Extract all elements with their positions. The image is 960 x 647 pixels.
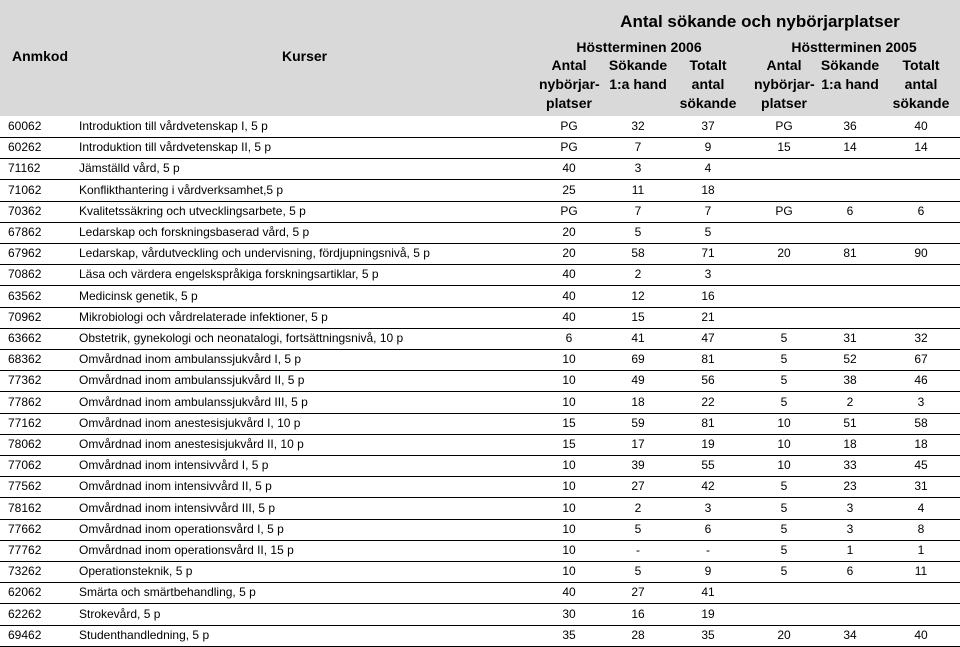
anmkod-cell: 71162: [8, 161, 41, 176]
totalt-2006-cell: 81: [701, 352, 715, 367]
course-name-cell: Introduktion till vårdvetenskap I, 5 p: [79, 119, 268, 133]
totalt-2006-cell: 9: [704, 564, 712, 579]
antal-2006-cell: PG: [560, 203, 578, 218]
sokande-2006-cell: 3: [634, 161, 642, 176]
course-name-cell: Läsa och värdera engelskspråkiga forskningsartiklar, 5 p: [79, 267, 379, 282]
table-row: [0, 434, 960, 456]
course-name-cell: Omvårdnad inom ambulanssjukvård III, 5 p: [79, 394, 308, 409]
sokande-2006-cell: 15: [631, 309, 645, 324]
antal-2006-cell: PG: [560, 140, 578, 155]
table-row: [0, 180, 960, 202]
column-header-totalt-antal-sokande-2005-line1: Totalt: [902, 57, 940, 73]
totalt-2006-cell: 37: [701, 119, 715, 133]
totalt-2006-cell: 71: [701, 246, 715, 261]
anmkod-cell: 73262: [8, 564, 42, 579]
sokande-2006-cell: 16: [631, 606, 645, 621]
totalt-2006-cell: 41: [701, 585, 715, 600]
totalt-2005-cell: 90: [914, 246, 928, 261]
column-header-antal-nyborjarplatser-2006-line2: nybörjar-: [539, 76, 600, 92]
antal-2005-cell: 5: [780, 543, 788, 557]
antal-2006-cell: 40: [562, 267, 576, 282]
totalt-2005-cell: 1: [917, 543, 925, 557]
table-row: [0, 498, 960, 520]
sokande-2005-cell: 1: [846, 543, 854, 557]
column-header-totalt-antal-sokande-2006-line1: Totalt: [689, 57, 727, 73]
antal-2006-cell: 20: [562, 246, 576, 261]
sokande-2006-cell: 59: [631, 415, 645, 430]
course-name-cell: Obstetrik, gynekologi och neonatalogi, fortsättningsnivå, 10 p: [79, 331, 404, 345]
totalt-2005-cell: 31: [914, 479, 928, 494]
course-name-cell: Omvårdnad inom ambulanssjukvård I, 5 p: [79, 352, 302, 367]
column-header-antal-nyborjarplatser-2005-line3: platser: [761, 95, 807, 111]
sokande-2006-cell: 17: [631, 437, 645, 451]
column-header-totalt-antal-sokande-2005-line3: sökande: [892, 95, 950, 111]
table-row: [0, 137, 960, 159]
anmkod-cell: 63662: [8, 331, 42, 345]
totalt-2005-cell: 3: [917, 394, 925, 409]
sokande-2005-cell: 2: [846, 394, 854, 409]
column-header-antal-nyborjarplatser-2006-line3: platser: [546, 95, 592, 111]
antal-2006-cell: 10: [562, 394, 576, 409]
antal-2006-cell: 20: [562, 225, 576, 239]
course-name-cell: Omvårdnad inom ambulanssjukvård II, 5 p: [79, 373, 305, 388]
column-header-anmkod: Anmkod: [12, 48, 68, 64]
antal-2006-cell: 40: [562, 585, 576, 600]
table-row: [0, 328, 960, 350]
sokande-2006-cell: 28: [631, 627, 645, 642]
totalt-2006-cell: 55: [701, 458, 715, 473]
course-name-cell: Omvårdnad inom operationsvård I, 5 p: [79, 521, 284, 536]
column-header-totalt-antal-sokande-2006-line2: antal: [691, 76, 725, 92]
column-header-sokande-1a-hand-2005-line1: Sökande: [820, 57, 880, 73]
sokande-2005-cell: 14: [843, 140, 857, 155]
totalt-2005-cell: 32: [914, 331, 928, 345]
course-name-cell: Strokevård, 5 p: [79, 606, 161, 621]
antal-2006-cell: 10: [562, 352, 576, 367]
antal-2006-cell: 35: [562, 627, 576, 642]
course-name-cell: Introduktion till vårdvetenskap II, 5 p: [79, 140, 272, 155]
anmkod-cell: 77362: [8, 373, 42, 388]
anmkod-cell: 60262: [8, 140, 42, 155]
table-row: [0, 243, 960, 265]
sokande-2006-cell: 12: [631, 288, 645, 303]
course-name-cell: Omvårdnad inom intensivvård III, 5 p: [79, 500, 276, 515]
course-name-cell: Operationsteknik, 5 p: [79, 564, 193, 579]
antal-2006-cell: 10: [562, 543, 576, 557]
totalt-2005-cell: 67: [914, 352, 928, 367]
anmkod-cell: 77662: [8, 521, 42, 536]
antal-2005-cell: 15: [777, 140, 791, 155]
antal-2006-cell: 30: [562, 606, 576, 621]
totalt-2006-cell: 6: [704, 521, 712, 536]
totalt-2006-cell: 35: [701, 627, 715, 642]
column-header-sokande-1a-hand-2005-line2: 1:a hand: [821, 76, 879, 92]
table-row: [0, 476, 960, 498]
antal-2006-cell: 6: [565, 331, 573, 345]
sokande-2006-cell: 41: [631, 331, 645, 345]
table-title: Antal sökande och nybörjarplatser: [620, 12, 900, 31]
column-header-kurser: Kurser: [282, 48, 328, 64]
totalt-2006-cell: 3: [704, 500, 712, 515]
table-row: [0, 264, 960, 286]
anmkod-cell: 62062: [8, 585, 42, 600]
sokande-2006-cell: 27: [631, 585, 645, 600]
totalt-2006-cell: 3: [704, 267, 712, 282]
totalt-2006-cell: 4: [704, 161, 712, 176]
anmkod-cell: 68362: [8, 352, 42, 367]
table-row: [0, 392, 960, 414]
anmkod-cell: 77762: [8, 543, 42, 557]
sokande-2006-cell: 49: [631, 373, 645, 388]
course-name-cell: Studenthandledning, 5 p: [79, 627, 210, 642]
antal-2005-cell: 5: [780, 500, 788, 515]
anmkod-cell: 78062: [8, 437, 42, 451]
course-name-cell: Konflikthantering i vårdverksamhet,5 p: [79, 182, 284, 197]
table-row: [0, 307, 960, 329]
sokande-2006-cell: 2: [634, 500, 642, 515]
antal-2005-cell: 5: [780, 394, 788, 409]
column-header-sokande-1a-hand-2006-line2: 1:a hand: [609, 76, 667, 92]
totalt-2005-cell: 18: [914, 437, 928, 451]
sokande-2005-cell: 31: [843, 331, 857, 345]
table-row: [0, 455, 960, 477]
totalt-2006-cell: 18: [701, 182, 715, 197]
anmkod-cell: 67962: [8, 246, 42, 261]
sokande-2006-cell: 5: [634, 521, 642, 536]
table-row: [0, 349, 960, 371]
antal-2005-cell: 5: [780, 479, 788, 494]
antal-2005-cell: 5: [780, 564, 788, 579]
column-header-totalt-antal-sokande-2006-line3: sökande: [679, 95, 737, 111]
table-row: [0, 286, 960, 308]
totalt-2005-cell: 6: [917, 203, 925, 218]
antal-2005-cell: PG: [775, 203, 793, 218]
anmkod-cell: 77162: [8, 415, 42, 430]
totalt-2005-cell: 8: [917, 521, 925, 536]
antal-2006-cell: 10: [562, 564, 576, 579]
antal-2006-cell: 10: [562, 479, 576, 494]
table-row: [0, 625, 960, 647]
sokande-2005-cell: 18: [843, 437, 857, 451]
sokande-2005-cell: 3: [846, 521, 854, 536]
sokande-2005-cell: 52: [843, 352, 857, 367]
antal-2005-cell: 5: [780, 521, 788, 536]
course-name-cell: Smärta och smärtbehandling, 5 p: [79, 585, 256, 600]
course-name-cell: Jämställd vård, 5 p: [79, 161, 180, 176]
totalt-2005-cell: 40: [914, 119, 928, 133]
totalt-2006-cell: 42: [701, 479, 715, 494]
anmkod-cell: 77862: [8, 394, 42, 409]
anmkod-cell: 69462: [8, 627, 42, 642]
totalt-2005-cell: 11: [914, 564, 928, 579]
table-row: [0, 519, 960, 541]
sokande-2006-cell: 7: [634, 203, 642, 218]
sokande-2006-cell: 5: [634, 225, 642, 239]
anmkod-cell: 78162: [8, 500, 42, 515]
table-row: [0, 604, 960, 626]
antal-2006-cell: 25: [562, 182, 576, 197]
sokande-2005-cell: 34: [843, 627, 857, 642]
totalt-2006-cell: 16: [701, 288, 715, 303]
sokande-2005-cell: 33: [843, 458, 857, 473]
course-name-cell: Kvalitetssäkring och utvecklingsarbete, 5 p: [79, 203, 306, 218]
anmkod-cell: 77062: [8, 458, 42, 473]
course-name-cell: Omvårdnad inom intensivvård II, 5 p: [79, 479, 272, 494]
antal-2006-cell: 10: [562, 458, 576, 473]
sokande-2005-cell: 6: [846, 203, 854, 218]
table-header: [0, 0, 960, 116]
antal-2006-cell: 15: [562, 415, 576, 430]
sokande-2005-cell: 51: [843, 415, 857, 430]
totalt-2005-cell: 14: [914, 140, 928, 155]
antal-2006-cell: PG: [560, 119, 578, 133]
anmkod-cell: 71062: [8, 182, 42, 197]
table-row: [0, 540, 960, 562]
sokande-2005-cell: 36: [843, 119, 857, 133]
course-name-cell: Omvårdnad inom operationsvård II, 15 p: [79, 543, 294, 557]
term-header-2005: Höstterminen 2005: [791, 39, 917, 55]
totalt-2006-cell: 5: [704, 225, 712, 239]
sokande-2006-cell: 39: [631, 458, 645, 473]
antal-2005-cell: 20: [777, 246, 791, 261]
course-name-cell: Mikrobiologi och vårdrelaterade infektioner, 5 p: [79, 309, 328, 324]
totalt-2005-cell: 46: [914, 373, 928, 388]
anmkod-cell: 62262: [8, 606, 42, 621]
totalt-2006-cell: 7: [704, 203, 712, 218]
table-row: [0, 561, 960, 583]
totalt-2006-cell: 81: [701, 415, 715, 430]
totalt-2006-cell: 9: [704, 140, 712, 155]
anmkod-cell: 60062: [8, 119, 42, 133]
sokande-2006-cell: 5: [634, 564, 642, 579]
table-row: [0, 370, 960, 392]
sokande-2005-cell: 6: [846, 564, 854, 579]
antal-2005-cell: PG: [775, 119, 793, 133]
totalt-2005-cell: 4: [917, 500, 925, 515]
antal-2006-cell: 40: [562, 161, 576, 176]
sokande-2006-cell: 58: [631, 246, 645, 261]
sokande-2006-cell: 7: [634, 140, 642, 155]
column-header-antal-nyborjarplatser-2005-line2: nybörjar-: [754, 76, 815, 92]
totalt-2006-cell: 56: [701, 373, 715, 388]
antal-2005-cell: 20: [777, 627, 791, 642]
anmkod-cell: 70862: [8, 267, 42, 282]
totalt-2005-cell: 58: [914, 415, 928, 430]
sokande-2006-cell: 11: [631, 182, 645, 197]
column-header-antal-nyborjarplatser-2005-line1: Antal: [766, 57, 802, 73]
sokande-2006-cell: 27: [631, 479, 645, 494]
anmkod-cell: 77562: [8, 479, 42, 494]
course-name-cell: Omvårdnad inom intensivvård I, 5 p: [79, 458, 269, 473]
sokande-2006-cell: 32: [631, 119, 645, 133]
antal-2005-cell: 10: [777, 458, 791, 473]
totalt-2006-cell: 21: [701, 309, 715, 324]
sokande-2006-cell: 69: [631, 352, 645, 367]
anmkod-cell: 67862: [8, 225, 42, 239]
totalt-2005-cell: 45: [914, 458, 928, 473]
course-name-cell: Omvårdnad inom anestesisjukvård I, 10 p: [79, 415, 301, 430]
antal-2005-cell: 5: [780, 352, 788, 367]
totalt-2005-cell: 40: [914, 627, 928, 642]
table-body: [0, 116, 960, 646]
antal-2005-cell: 10: [777, 415, 791, 430]
antal-2005-cell: 5: [780, 373, 788, 388]
column-header-antal-nyborjarplatser-2006-line1: Antal: [551, 57, 587, 73]
anmkod-cell: 70962: [8, 309, 42, 324]
sokande-2005-cell: 3: [846, 500, 854, 515]
anmkod-cell: 63562: [8, 288, 42, 303]
sokande-2006-cell: -: [636, 543, 640, 557]
table-row: [0, 582, 960, 604]
antal-2006-cell: 15: [562, 437, 576, 451]
totalt-2006-cell: 19: [701, 437, 715, 451]
antal-2006-cell: 10: [562, 500, 576, 515]
table-row: [0, 158, 960, 180]
sokande-2006-cell: 2: [634, 267, 642, 282]
anmkod-cell: 70362: [8, 203, 42, 218]
antal-2006-cell: 40: [562, 288, 576, 303]
course-name-cell: Omvårdnad inom anestesisjukvård II, 10 p: [79, 437, 304, 451]
sokande-2006-cell: 18: [631, 394, 645, 409]
course-name-cell: Medicinsk genetik, 5 p: [79, 288, 198, 303]
sokande-2005-cell: 81: [843, 246, 857, 261]
sokande-2005-cell: 23: [843, 479, 857, 494]
antal-2006-cell: 40: [562, 309, 576, 324]
column-header-sokande-1a-hand-2006-line1: Sökande: [608, 57, 668, 73]
antal-2005-cell: 5: [780, 331, 788, 345]
sokande-2005-cell: 38: [843, 373, 857, 388]
table-row: [0, 201, 960, 223]
column-header-totalt-antal-sokande-2005-line2: antal: [904, 76, 938, 92]
totalt-2006-cell: 19: [701, 606, 715, 621]
table-row: [0, 222, 960, 244]
term-header-2006: Höstterminen 2006: [576, 39, 702, 55]
table-row: [0, 413, 960, 435]
table-row: [0, 116, 960, 138]
course-name-cell: Ledarskap, vårdutveckling och undervisning, fördjupningsnivå, 5 p: [79, 246, 430, 261]
antal-2005-cell: 10: [777, 437, 791, 451]
antal-2006-cell: 10: [562, 373, 576, 388]
course-name-cell: Ledarskap och forskningsbaserad vård, 5 p: [79, 225, 310, 239]
totalt-2006-cell: 47: [701, 331, 715, 345]
totalt-2006-cell: 22: [701, 394, 715, 409]
totalt-2006-cell: -: [706, 543, 710, 557]
antal-2006-cell: 10: [562, 521, 576, 536]
